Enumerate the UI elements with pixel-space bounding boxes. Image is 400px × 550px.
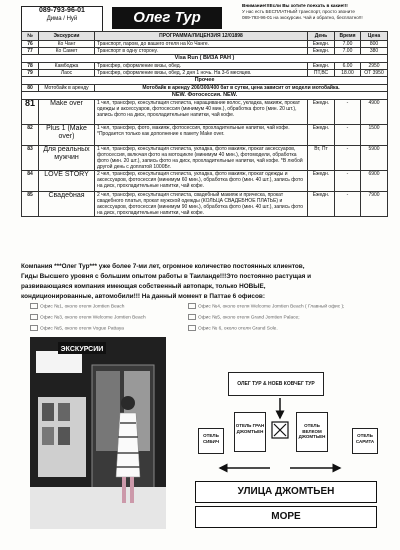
col-header: Время (335, 32, 361, 41)
excursion-day: Ежедн. (308, 125, 335, 146)
excursion-day: Ежедн. (308, 63, 335, 70)
excursion-program: Мотобайк в аренду 200/300/400 бат в сутки, цена зависит от модели мотобайка. (95, 85, 388, 92)
col-header: День (308, 32, 335, 41)
excursion-name: LOVE STORY (39, 171, 95, 192)
table-row (22, 125, 388, 146)
phone-number: 089-793-96-01 (39, 7, 85, 14)
street-label: УЛИЦА ДЖОМТЬЕН (195, 481, 377, 503)
excursion-price: 4900 (361, 100, 388, 125)
excursion-name: Мотобайк в аренду (39, 85, 95, 92)
hotel-box: ОТЕЛЬ САРИТА (352, 428, 378, 454)
excursion-day: Ежедн. (308, 171, 335, 192)
excursion-day: ПТ,ВС (308, 70, 335, 77)
excursion-price: 2950 (361, 63, 388, 70)
notice-line: Внимание!!!Если Вы хотите поехать в какие!!! (242, 3, 348, 8)
company-promo (21, 262, 387, 302)
hotel-box: ОТЕЛЬ СИБИЧ (198, 428, 224, 454)
excursion-day: Вт, Пт (308, 146, 335, 171)
excursion-program: 1 чел, трансфер, консультация стилиста, укладка, фото макияж, прокат аксессуаров, фотосессия, включая фото на мотоцикле (минимум 40 мин.), фотомодели, обработка фото (мин. 20 шт.), запись фото на диск, прохладительные напитки, чай кофе. *В любой другой день с доплатой 1000Бт. (95, 146, 308, 171)
row-number: 76 (22, 41, 39, 48)
table-row (22, 146, 388, 171)
excursion-price: 800 (361, 41, 388, 48)
storefront-photo (30, 337, 166, 529)
brand-logo: Олег Тур (112, 7, 222, 29)
office-item: Офис № 6, около отеля Grand Sole. (188, 325, 278, 331)
excursion-price: 1500 (361, 125, 388, 146)
excursion-price: 380 (361, 48, 388, 55)
excursion-name: Лаос (39, 70, 95, 77)
excursion-program: Транспорт в одну сторону. (95, 48, 308, 55)
row-number: 85 (22, 192, 39, 217)
excursion-table (21, 31, 388, 217)
row-number: 83 (22, 146, 39, 171)
office-item: Офис №1, около отеля Jomtien Beach (30, 303, 124, 309)
excursion-program: Трансфер, оформление визы, обед, 2 дня 1 ночь. На 3-6 месяцев. (95, 70, 308, 77)
excursion-day: Ежедн. (308, 41, 335, 48)
free-transport-notice (242, 3, 388, 21)
table-row (22, 192, 388, 217)
hotel-box: ОТЕЛЬ ГРАН ДЖОМТЬЕН (234, 412, 266, 452)
storefront-sign: ЭКСКУРСИИ (60, 346, 104, 353)
phone-box (21, 6, 103, 32)
row-number: 84 (22, 171, 39, 192)
excursion-price: 6900 (361, 171, 388, 192)
section-row-other (22, 77, 388, 85)
contact-names: Дима / Нуй (46, 16, 78, 22)
excursion-time: 18.00 (335, 70, 361, 77)
table-row (22, 63, 388, 70)
promo-line: Гиды Высшего уровня с большим опытом работы в Таиланде!!!Это постоянно растущая и (21, 273, 312, 280)
excursion-program: 2 чел, трансфер, консультация стилиста, укладка, фото макияж, прокат одежды и аксессуаров, фотосессия (минимум 60 мин.), обработка фото (мин. 40 шт.), запись фото на диск, прохладительные напитки, чай кофе. (95, 171, 308, 192)
promo-line: развивающаяся компания имеющая собственный автопарк, только НОВЫЕ, (21, 283, 266, 290)
excursion-name: Plus 1 (Make over) (39, 125, 95, 146)
hotel-box: ОТЕЛЬ ВЕЛКОМ ДЖОМТЬЕН (296, 412, 328, 452)
section-title: Прочее (22, 77, 388, 85)
row-number: 77 (22, 48, 39, 55)
excursion-price: 7900 (361, 192, 388, 217)
promo-line: Компания ***Олег Тур*** уже более 7-ми лет, огромное количество постоянных клиентов, (21, 263, 305, 270)
excursion-program: Трансфер, оформление визы, обед. (95, 63, 308, 70)
company-box: ОЛЕГ ТУР & НОЕВ КОВЧЕГ ТУР (228, 372, 324, 396)
row-number: 81 (22, 100, 39, 125)
excursion-program: 1 чел, трансфер, консультация стилиста, наращивание волос, укладка, макияж, прокат одежды и аксессуаров, фотосессия (минимум 40 мин.), обработка фото (мин. 20 шт.), запись фото на диск, прохладительные напитки, чай кофе. (95, 100, 308, 125)
excursion-name: Свадебная (39, 192, 95, 217)
excursion-day: Ежедн. (308, 100, 335, 125)
col-header: ПРОГРАММА/ЛИЦЕНЗИЯ 12/01898 (95, 32, 308, 41)
excursion-program: Транспорт, паром, до вашего отеля на Ко Чанге. (95, 41, 308, 48)
excursion-time: - (335, 171, 361, 192)
excursion-time: - (335, 146, 361, 171)
section-title: NEW. Фотосессия. NEW. (22, 92, 388, 100)
table-row (22, 100, 388, 125)
excursion-name: Make over (39, 100, 95, 125)
row-number: 80 (22, 85, 39, 92)
excursion-time: - (335, 125, 361, 146)
excursion-time: 7.00 (335, 48, 361, 55)
office-item: Офис №4, около отеля Welcome Jomtien Beach ( Главный офис ); (188, 303, 344, 309)
table-row (22, 70, 388, 77)
section-row-photo (22, 92, 388, 100)
sea-label: МОРЕ (195, 506, 377, 528)
excursion-name: Для реальных мужчин (39, 146, 95, 171)
table-row (22, 171, 388, 192)
excursion-name: Камбоджа (39, 63, 95, 70)
storefront-illustration (30, 337, 166, 529)
excursion-time: - (335, 100, 361, 125)
notice-line: У нас есть БЕСПЛАТНЫЙ транспорт, просто звоните (242, 9, 355, 14)
excursion-price: ОТ 3950 (361, 70, 388, 77)
row-number: 78 (22, 63, 39, 70)
excursion-day: Ежедн. (308, 192, 335, 217)
row-number: 79 (22, 70, 39, 77)
col-header: Цена (361, 32, 388, 41)
excursion-name: Ко Самет (39, 48, 95, 55)
excursion-time: - (335, 192, 361, 217)
office-item: Офис №5, около отеля Grand Jomtien Palace; (188, 314, 300, 320)
excursion-program: 1 чел, трансфер, фото, макияж, фотосессия, прохладительные напитки, чай кофе. *Продается только как дополнение к пакету Make over. (95, 125, 308, 146)
excursion-price: 5900 (361, 146, 388, 171)
section-title: Visa Run ( ВИЗА РАН ) (22, 55, 388, 63)
excursion-time: 6.00 (335, 63, 361, 70)
excursion-day: Ежедн. (308, 48, 335, 55)
row-number: 82 (22, 125, 39, 146)
table-row (22, 48, 388, 55)
excursion-time: 7.00 (335, 41, 361, 48)
section-row-visa (22, 55, 388, 63)
office-item: Офис №3, около отеля Welcome Jomtien Beach (30, 314, 146, 320)
office-item: Офис №5, около отеля Vogue Pattaya (30, 325, 124, 331)
col-header: № (22, 32, 39, 41)
col-header: Экскурсии (39, 32, 95, 41)
table-header-row (22, 32, 388, 41)
excursion-name: Ко Чанг (39, 41, 95, 48)
notice-line: 089-793-96-01 на экскурсии. Чай и обратно, бесплатно!!! (242, 15, 363, 20)
table-row (22, 85, 388, 92)
excursion-program: 2 чел, трансфер, консультация стилиста, свадебный макияж и прическа, прокат свадебного платья, прокат мужской одежды (КОЛЬЦА СВАДЕБНОЕ ПЛАТЬЕ) и аксессуаров, фотосессия (минимум 90 мин.), обработка фото (мин. 40 шт.), запись фото на диск, прохладительные напитки, чай кофе. (95, 192, 308, 217)
promo-line: кондиционированные, автомобили!!! На данный момент в Паттае 6 офисов: (21, 293, 265, 300)
table-row (22, 41, 388, 48)
